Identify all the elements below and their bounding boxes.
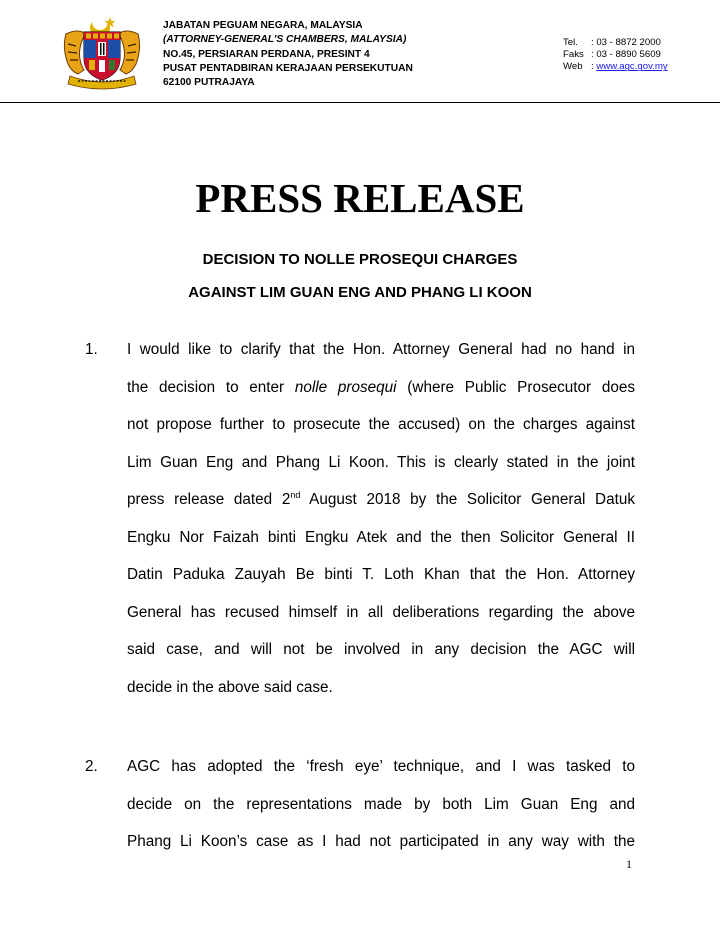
latin-term: nolle prosequi [294,378,397,396]
malaysia-coat-of-arms-icon [56,14,148,90]
text-line: I would like to clarify that the Hon. Attorney General had no hand in [127,341,635,358]
tel-value: : 03 - 8872 2000 [591,37,661,48]
address-line-postcode: 62100 PUTRAJAYA [163,77,255,89]
fax-line [563,49,668,61]
ordinal-suffix: nd [290,490,301,500]
document-subtitle-line-2: AGAINST LIM GUAN ENG AND PHANG LI KOON [188,284,532,301]
text-line: not propose further to prosecute the accused) on the charges against [127,416,635,433]
tel-line [563,37,668,49]
letterhead-address [163,19,413,90]
text-run: August 2018 by the Solicitor General Datuk [300,491,635,508]
agency-name-english: (ATTORNEY-GENERAL'S CHAMBERS, MALAYSIA) [163,34,407,46]
web-line [563,61,668,73]
paragraph-number: 1. [85,341,98,358]
fax-value: : 03 - 8890 5609 [591,49,661,61]
text-line: Engku Nor Faizah binti Engku Atek and the then Solicitor General II [127,528,635,546]
text-line: decide on the representations made by both Lim Guan Eng and [127,795,635,813]
letterhead-divider [0,102,720,103]
text-line: General has recused himself in all deliberations regarding the above [127,603,635,621]
text-line: Datin Paduka Zauyah Be binti T. Loth Khan that the Hon. Attorney [127,566,635,583]
paragraph-body [127,331,635,706]
page-number: 1 [626,857,632,871]
document-title: PRESS RELEASE [195,175,525,221]
text-line: AGC has adopted the ‘fresh eye’ technique, and I was tasked to [127,758,635,775]
text-line: Phang Li Koon’s case as I had not participated in any way with the [127,833,635,850]
document-subtitle-line-1: DECISION TO NOLLE PROSEQUI CHARGES [202,251,518,268]
text-line: said case, and will not be involved in any decision the AGC will [127,641,635,658]
tel-label: Tel. [563,37,578,48]
web-label: Web [563,61,583,73]
letterhead-contact [563,37,668,74]
address-line-area: PUSAT PENTADBIRAN KERAJAAN PERSEKUTUAN [163,62,413,74]
agency-name-malay: JABATAN PEGUAM NEGARA, MALAYSIA [163,20,363,31]
fax-label: Faks [563,49,584,61]
website-link[interactable]: www.agc.gov.my [596,61,668,73]
text-line [127,481,635,519]
text-run: (where Public Prosecutor does [396,378,636,396]
text-line: Lim Guan Eng and Phang Li Koon. This is clearly stated in the joint [127,453,635,471]
text-run: press release dated 2 [127,491,291,508]
text-run: the decision to enter [127,378,295,396]
web-separator: : [591,61,594,73]
text-line: decide in the above said case. [127,678,333,696]
paragraph-number: 2. [85,758,98,775]
paragraph-body [127,748,635,861]
address-line-street: NO.45, PERSIARAN PERDANA, PRESINT 4 [163,48,370,60]
text-line [127,369,635,407]
